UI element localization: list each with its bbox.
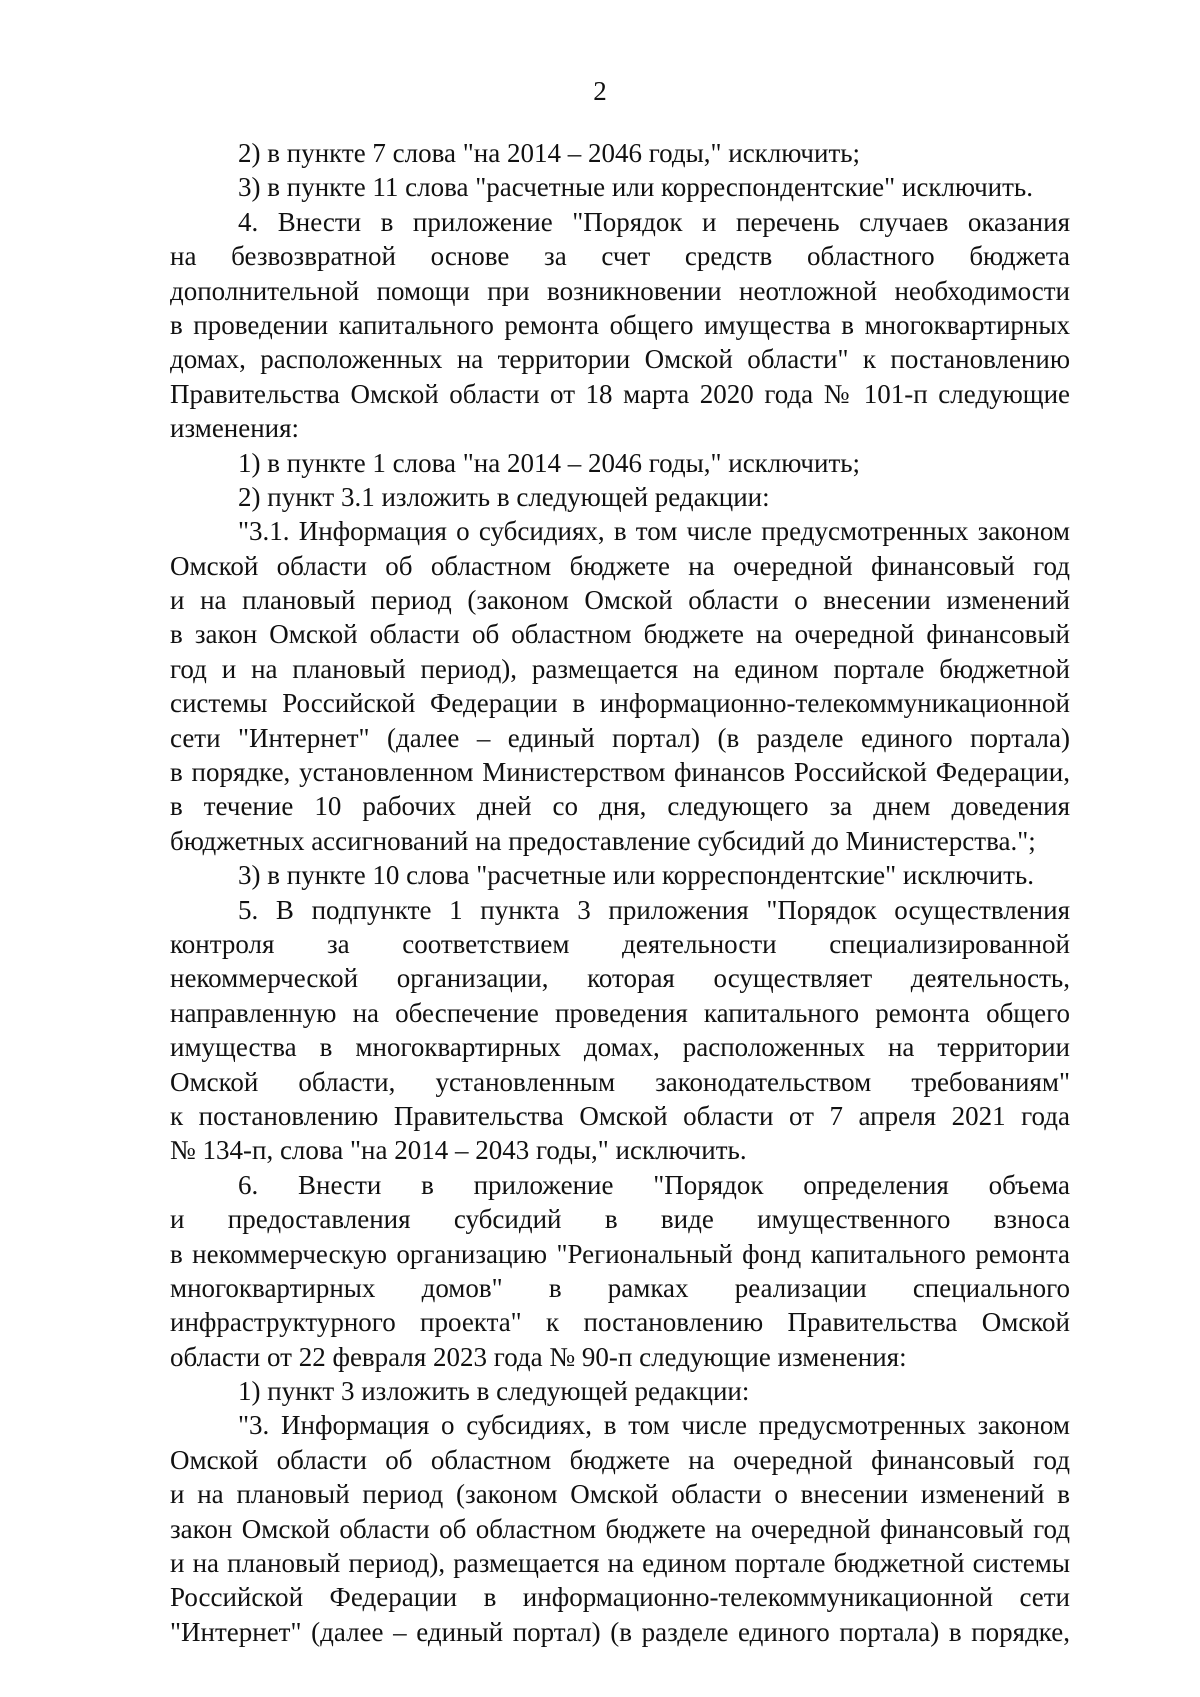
text-line: Омской области об областном бюджете на очередной финансовый год (170, 550, 1070, 581)
text-line: Омской области, установленным законодательством требованиям" (170, 1066, 1070, 1097)
text-line: закон Омской области об областном бюджете на очередной финансовый год (170, 1513, 1070, 1544)
text-line: 3) в пункте 11 слова "расчетные или корреспондентские" исключить. (238, 172, 1033, 203)
text-line: и на плановый период), размещается на едином портале бюджетной системы (170, 1548, 1070, 1579)
page-number: 2 (593, 76, 607, 106)
text-line: многоквартирных домов" в рамках реализации специального (170, 1272, 1070, 1303)
text-line: в течение 10 рабочих дней со дня, следующего за днем доведения (170, 791, 1070, 822)
text-line: инфраструктурного проекта" к постановлению Правительства Омской (170, 1307, 1070, 1338)
text-line: год и на плановый период), размещается на едином портале бюджетной (170, 653, 1070, 684)
document-body (170, 136, 1070, 1649)
text-line: "3.1. Информация о субсидиях, в том числе предусмотренных законом (238, 516, 1070, 547)
text-line: области от 22 февраля 2023 года № 90-п следующие изменения: (170, 1341, 907, 1372)
text-line: домах, расположенных на территории Омской области" к постановлению (170, 344, 1070, 375)
text-line: в проведении капитального ремонта общего имущества в многоквартирных (170, 309, 1070, 340)
text-line: в порядке, установленном Министерством финансов Российской Федерации, (170, 757, 1070, 788)
text-line: 2) в пункте 7 слова "на 2014 – 2046 годы," исключить; (238, 138, 861, 168)
text-line: и на плановый период (законом Омской области о внесении изменений (170, 585, 1070, 616)
text-line: изменения: (170, 413, 300, 444)
text-line: в некоммерческую организацию "Региональный фонд капитального ремонта (170, 1238, 1070, 1269)
text-line: дополнительной помощи при возникновении неотложной необходимости (170, 275, 1070, 306)
text-line: направленную на обеспечение проведения капитального ремонта общего (170, 997, 1070, 1028)
text-line: бюджетных ассигнований на предоставление субсидий до Министерства."; (170, 825, 1036, 856)
text-line: некоммерческой организации, которая осуществляет деятельность, (170, 963, 1070, 994)
text-line: 2) пункт 3.1 изложить в следующей редакции: (238, 481, 770, 512)
text-line: № 134-п, слова "на 2014 – 2043 годы," исключить. (170, 1135, 747, 1166)
text-line: имущества в многоквартирных домах, расположенных на территории (170, 1032, 1070, 1063)
text-line: в закон Омской области об областном бюджете на очередной финансовый (170, 619, 1070, 650)
text-line: Правительства Омской области от 18 марта 2020 года № 101-п следующие (170, 378, 1070, 409)
text-line: 1) пункт 3 изложить в следующей редакции: (238, 1376, 750, 1407)
text-line: к постановлению Правительства Омской области от 7 апреля 2021 года (170, 1100, 1070, 1131)
text-line: 6. Внести в приложение "Порядок определения объема (238, 1169, 1070, 1200)
text-line: 5. В подпункте 1 пункта 3 приложения "Порядок осуществления (238, 894, 1070, 925)
text-line: Омской области об областном бюджете на очередной финансовый год (170, 1444, 1070, 1475)
text-line: "Интернет" (далее – единый портал) (в разделе единого портала) в порядке, (170, 1616, 1070, 1647)
text-line: 3) в пункте 10 слова "расчетные или корреспондентские" исключить. (238, 860, 1034, 891)
text-line: 4. Внести в приложение "Порядок и перечень случаев оказания (238, 206, 1070, 237)
text-line: системы Российской Федерации в информационно-телекоммуникационной (170, 688, 1070, 719)
text-line: на безвозвратной основе за счет средств областного бюджета (170, 241, 1070, 272)
text-line: сети "Интернет" (далее – единый портал) (в разделе единого портала) (170, 722, 1070, 753)
text-line: и на плановый период (законом Омской области о внесении изменений в (170, 1479, 1070, 1510)
text-line: "3. Информация о субсидиях, в том числе предусмотренных законом (238, 1410, 1070, 1441)
text-line: Российской Федерации в информационно-телекоммуникационной сети (170, 1582, 1070, 1613)
text-line: контроля за соответствием деятельности специализированной (170, 928, 1070, 959)
text-line: 1) в пункте 1 слова "на 2014 – 2046 годы," исключить; (238, 447, 861, 478)
text-line: и предоставления субсидий в виде имущественного взноса (170, 1204, 1070, 1235)
